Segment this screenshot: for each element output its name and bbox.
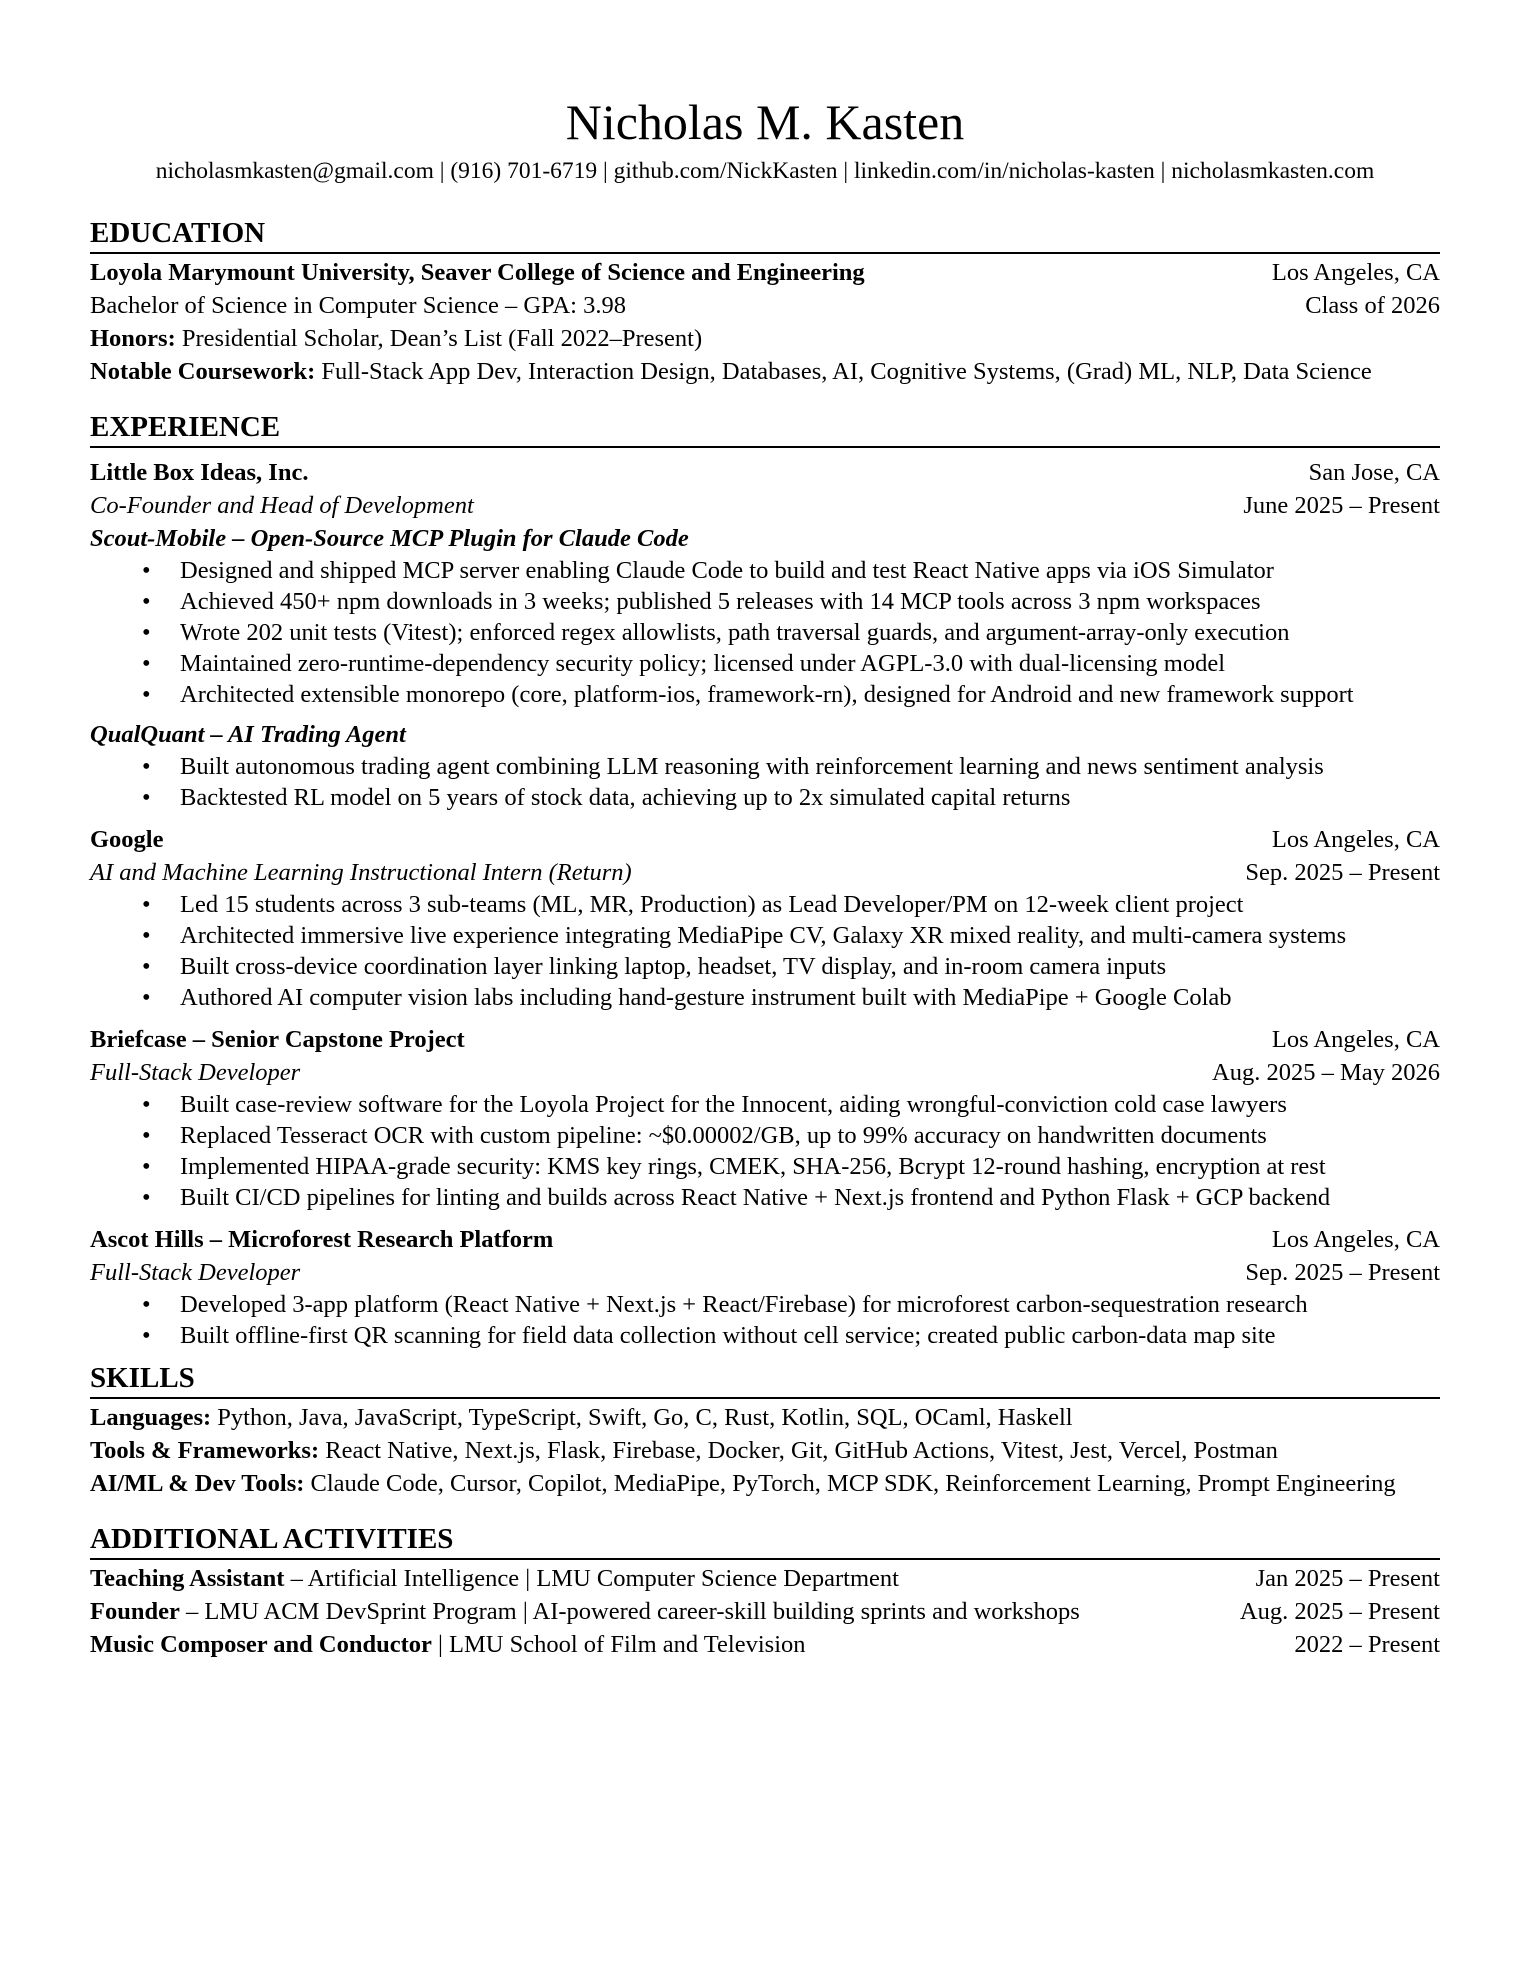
education-section [90, 216, 1440, 388]
skills-tools-text: React Native, Next.js, Flask, Firebase, Docker, Git, GitHub Actions, Vitest, Jest, Vercel, Postman [325, 1437, 1278, 1464]
bullet-item: • Implemented HIPAA-grade security: KMS key rings, CMEK, SHA-256, Bcrypt 12-round hashing, encryption at rest [90, 1151, 1440, 1182]
bullet-item: • Led 15 students across 3 sub-teams (ML, MR, Production) as Lead Developer/PM on 12-week client project [90, 889, 1440, 920]
activity-row [90, 1628, 1440, 1661]
role-title: Full-Stack Developer [90, 1259, 301, 1286]
role-row [90, 1056, 1440, 1089]
skills-languages-line [90, 1401, 1073, 1434]
bullet-item: • Developed 3-app platform (React Native + Next.js + React/Firebase) for microforest carbon-sequestration research [90, 1289, 1440, 1320]
honors-label: Honors: [90, 325, 176, 352]
school-name: Loyola Marymount University, Seaver College of Science and Engineering [90, 259, 865, 286]
skills-ai-text: Claude Code, Cursor, Copilot, MediaPipe, PyTorch, MCP SDK, Reinforcement Learning, Prompt Engineering [310, 1470, 1396, 1497]
activity-line [90, 1595, 1080, 1628]
activity-row [90, 1562, 1440, 1595]
role-title: AI and Machine Learning Instructional Intern (Return) [90, 859, 632, 886]
bullet-item: • Architected extensible monorepo (core, platform-ios, framework-rn), designed for Android and new framework support [90, 679, 1440, 710]
role-title: Full-Stack Developer [90, 1059, 301, 1086]
role-dates: Aug. 2025 – May 2026 [1212, 1059, 1440, 1086]
skills-tools-line [90, 1434, 1278, 1467]
coursework-row [90, 355, 1440, 388]
role-row [90, 1256, 1440, 1289]
skills-heading: SKILLS [90, 1361, 1440, 1399]
company-location: Los Angeles, CA [1271, 1026, 1440, 1053]
skills-ai-label: AI/ML & Dev Tools: [90, 1470, 305, 1497]
activity-line [90, 1562, 899, 1595]
activity-desc: – Artificial Intelligence | LMU Computer Science Department [284, 1565, 899, 1592]
coursework-text: Full-Stack App Dev, Interaction Design, Databases, AI, Cognitive Systems, (Grad) ML, NLP, Data Science [321, 358, 1372, 385]
graduation-year: Class of 2026 [1305, 292, 1440, 319]
company-name: Briefcase – Senior Capstone Project [90, 1026, 465, 1053]
activity-line [90, 1628, 806, 1661]
education-heading: EDUCATION [90, 216, 1440, 254]
bullet-item: • Wrote 202 unit tests (Vitest); enforced regex allowlists, path traversal guards, and argument-array-only execution [90, 617, 1440, 648]
bullet-list [90, 1289, 1440, 1351]
role-dates: June 2025 – Present [1243, 492, 1440, 519]
experience-entry-google [90, 823, 1440, 1013]
role-dates: Sep. 2025 – Present [1245, 1259, 1440, 1286]
activity-desc: | LMU School of Film and Television [431, 1631, 806, 1658]
role-row [90, 856, 1440, 889]
bullet-list [90, 555, 1440, 710]
skills-languages-row [90, 1401, 1440, 1434]
bullet-item: • Built autonomous trading agent combining LLM reasoning with reinforcement learning and news sentiment analysis [90, 751, 1440, 782]
company-name: Little Box Ideas, Inc. [90, 459, 309, 486]
role-dates: Sep. 2025 – Present [1245, 859, 1440, 886]
role-title: Co-Founder and Head of Development [90, 492, 474, 519]
activity-dates: 2022 – Present [1294, 1631, 1440, 1658]
candidate-name: Nicholas M. Kasten [565, 94, 965, 150]
skills-ai-line [90, 1467, 1396, 1500]
company-location: San Jose, CA [1308, 459, 1440, 486]
experience-entry-ascot-hills [90, 1223, 1440, 1351]
bullet-item: • Architected immersive live experience integrating MediaPipe CV, Galaxy XR mixed reality, and multi-camera systems [90, 920, 1440, 951]
bullet-item: • Built cross-device coordination layer linking laptop, headset, TV display, and in-room camera inputs [90, 951, 1440, 982]
contact-line: nicholasmkasten@gmail.com | (916) 701-6719 | github.com/NickKasten | linkedin.com/in/nicholas-kasten | nicholasmkasten.com [155, 158, 1375, 184]
activity-dates: Aug. 2025 – Present [1239, 1598, 1440, 1625]
project-title-scout-mobile: Scout-Mobile – Open-Source MCP Plugin for Claude Code [90, 525, 689, 552]
activity-label: Teaching Assistant [90, 1565, 285, 1592]
company-location: Los Angeles, CA [1271, 826, 1440, 853]
experience-entry-little-box-ideas [90, 456, 1440, 813]
company-row [90, 456, 1440, 489]
degree: Bachelor of Science in Computer Science – GPA: 3.98 [90, 292, 626, 319]
activities-heading: ADDITIONAL ACTIVITIES [90, 1522, 1440, 1560]
bullet-item: • Built case-review software for the Loyola Project for the Innocent, aiding wrongful-conviction cold case lawyers [90, 1089, 1440, 1120]
experience-entry-briefcase [90, 1023, 1440, 1213]
company-row [90, 823, 1440, 856]
bullet-list [90, 1089, 1440, 1213]
bullet-item: • Built CI/CD pipelines for linting and builds across React Native + Next.js frontend and Python Flask + GCP backend [90, 1182, 1440, 1213]
education-school-row [90, 256, 1440, 289]
skills-languages-text: Python, Java, JavaScript, TypeScript, Swift, Go, C, Rust, Kotlin, SQL, OCaml, Haskell [217, 1404, 1073, 1431]
honors-line [90, 322, 702, 355]
experience-heading: EXPERIENCE [90, 410, 1440, 448]
bullet-item: • Achieved 450+ npm downloads in 3 weeks; published 5 releases with 14 MCP tools across 3 npm workspaces [90, 586, 1440, 617]
bullet-item: • Built offline-first QR scanning for field data collection without cell service; created public carbon-data map site [90, 1320, 1440, 1351]
coursework-line [90, 355, 1372, 388]
skills-languages-label: Languages: [90, 1404, 212, 1431]
coursework-label: Notable Coursework: [90, 358, 316, 385]
honors-text: Presidential Scholar, Dean’s List (Fall 2022–Present) [181, 325, 703, 352]
activity-label: Music Composer and Conductor [90, 1631, 432, 1658]
bullet-item: • Replaced Tesseract OCR with custom pipeline: ~$0.00002/GB, up to 99% accuracy on handwritten documents [90, 1120, 1440, 1151]
skills-section [90, 1361, 1440, 1500]
skills-tools-label: Tools & Frameworks: [90, 1437, 320, 1464]
activities-section [90, 1522, 1440, 1661]
bullet-list [90, 751, 1440, 813]
activity-desc: – LMU ACM DevSprint Program | AI-powered career-skill building sprints and workshops [179, 1598, 1080, 1625]
bullet-item: • Designed and shipped MCP server enabling Claude Code to build and test React Native apps via iOS Simulator [90, 555, 1440, 586]
bullet-item: • Backtested RL model on 5 years of stock data, achieving up to 2x simulated capital returns [90, 782, 1440, 813]
company-row [90, 1023, 1440, 1056]
experience-section [90, 410, 1440, 1351]
role-row [90, 489, 1440, 522]
skills-ai-row [90, 1467, 1440, 1500]
activity-label: Founder [90, 1598, 180, 1625]
company-location: Los Angeles, CA [1271, 1226, 1440, 1253]
activity-row [90, 1595, 1440, 1628]
school-location: Los Angeles, CA [1271, 259, 1440, 286]
company-name: Ascot Hills – Microforest Research Platform [90, 1226, 554, 1253]
project-title-qualquant: QualQuant – AI Trading Agent [90, 721, 406, 748]
bullet-item: • Authored AI computer vision labs including hand-gesture instrument built with MediaPipe + Google Colab [90, 982, 1440, 1013]
education-degree-row [90, 289, 1440, 322]
bullet-item: • Maintained zero-runtime-dependency security policy; licensed under AGPL-3.0 with dual-licensing model [90, 648, 1440, 679]
activity-dates: Jan 2025 – Present [1255, 1565, 1440, 1592]
honors-row [90, 322, 1440, 355]
bullet-list [90, 889, 1440, 1013]
skills-tools-row [90, 1434, 1440, 1467]
company-name: Google [90, 826, 164, 853]
company-row [90, 1223, 1440, 1256]
